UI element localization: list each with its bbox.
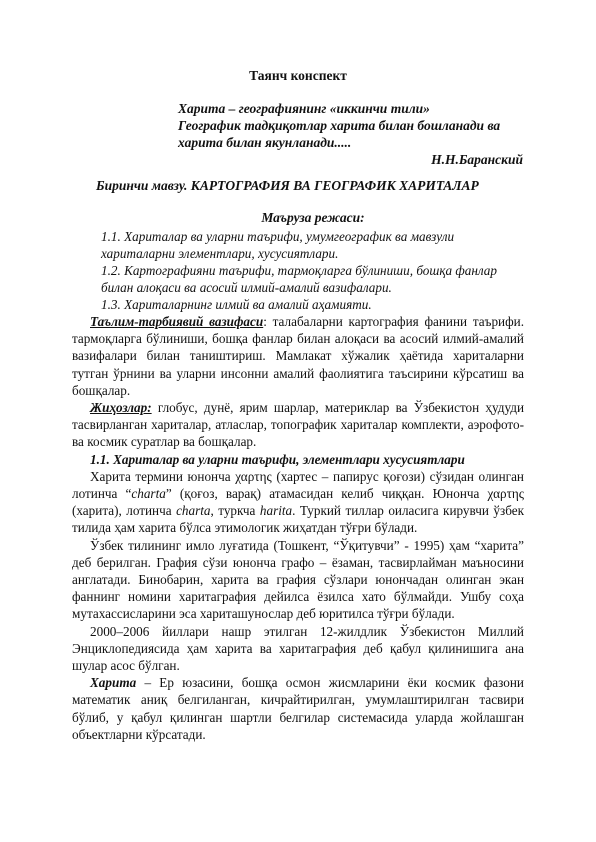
epigraph-author: Н.Н.Баранский [431, 152, 523, 167]
plan-list [101, 228, 524, 313]
page-title: Таянч конспект [249, 68, 347, 83]
paragraph-definition [72, 674, 524, 743]
greek-word: χαρτης [235, 468, 272, 484]
text-run: (харита), лотинча [72, 503, 177, 519]
paragraph-etymology [72, 468, 524, 537]
paragraph-lead: Жиҳозлар: [90, 400, 152, 416]
epigraph-line: Харита – географиянинг «иккинчи тили» [178, 101, 430, 116]
text-run: . Туркий тиллар оиласига кирувчи ўзбек тилида ҳам харита бўлса этимологик жиҳатдан тўғри бўлади. [72, 503, 524, 536]
paragraph-dictionary: Ўзбек тилининг имло луғатида (Тошкент, “Ўқитувчи” - 1995) ҳам “харита” деб берилган. Графия сўзи юнонча графо – ёзаман, тасвирлайман маъносини англатади. Бинобарин, харита ва графия сўзлари юнончадан олинган экан фаннинг номини харитаграфия дейилса ёзилса хато бўлмайди. Ушбу соҳа мутахассисларини эса хариташунослар деб юритилса тўғри бўлади. [72, 537, 524, 622]
text-run: (хартес – папирус қоғози) сўзидан олинган лотинча “ [72, 468, 524, 502]
paragraph-text: – Ер юзасини, бошқа осмон жисмларини ёки космик фазони математик аниқ белгиланган, кичрайтирилган, умумлаштирилган тасвири бўлиб, у қабул қилинган шартли белгилар системасида уларда жойлашган объектларни кўрсатади. [72, 675, 524, 742]
latin-word: charta [131, 486, 166, 502]
paragraph-equipment [72, 399, 524, 451]
paragraph-text: глобус, дунё, ярим шарлар, материклар ва Ўзбекистон ҳудуди тасвирланган хариталар, атласлар, топографик хариталар комплекти, аэрофото- ва космик суратлар ва бошқалар. [72, 400, 524, 450]
paragraph-goal [72, 313, 524, 399]
paragraph-text: : талабаларни картография фанини таърифи. тармоқларга бўлиниши, бошқа фанлар билан алоқаси ва асосий илмий-амалий вазифалари билан таништириш. Мамлакат хўжалик ҳаётида хариталарни тутган ўрнини ва уларни инсонни амалий фаолиятига таъсирини кўрсатиш ва бошқалар. [72, 314, 524, 398]
plan-item: 1.2. Картографияни таърифи, тармоқларга бўлиниши, бошқа фанлар билан алоқаси ва асосий илмий-амалий вазифалари. [101, 263, 497, 295]
body-text [72, 313, 524, 743]
epigraph-line: Географик тадқиқотлар харита билан бошланади ва [178, 118, 501, 133]
text-run: Харита термини юнонча [90, 468, 236, 484]
epigraph-line: харита билан якунланади..... [178, 135, 352, 150]
text-run: ” (қоғоз, варақ) атамасидан келиб чиққан. Юнонча [165, 486, 488, 502]
latin-word: charta [176, 503, 211, 519]
greek-word: χαρτης [487, 486, 525, 502]
plan-item: 1.1. Хариталар ва уларни таърифи, умумгеографик ва мавзули хариталарни элементлари, хусусиятлари. [101, 229, 455, 261]
epigraph [178, 100, 523, 168]
paragraph-lead: Таълим-тарбиявий вазифаси [90, 314, 264, 329]
turkish-word: harita [259, 503, 293, 519]
paragraph-encyclopedia: 2000–2006 йиллари нашр этилган 12-жилдлик Ўзбекистон Миллий Энциклопедиясида ҳам харита ва харитаграфия деб қабул қилинишига ана шулар асос бўлган. [72, 623, 524, 674]
plan-item: 1.3. Хариталарнинг илмий ва амалий аҳамияти. [101, 297, 372, 312]
text-run: , туркча [210, 503, 260, 519]
paragraph-lead: Харита [90, 675, 137, 691]
topic-heading: Биринчи мавзу. КАРТОГРАФИЯ ВА ГЕОГРАФИК ХАРИТАЛАР [96, 178, 479, 193]
plan-title: Маъруза режаси: [261, 210, 365, 225]
section-heading: 1.1. Хариталар ва уларни таърифи, элементлари хусусиятлари [90, 451, 465, 467]
